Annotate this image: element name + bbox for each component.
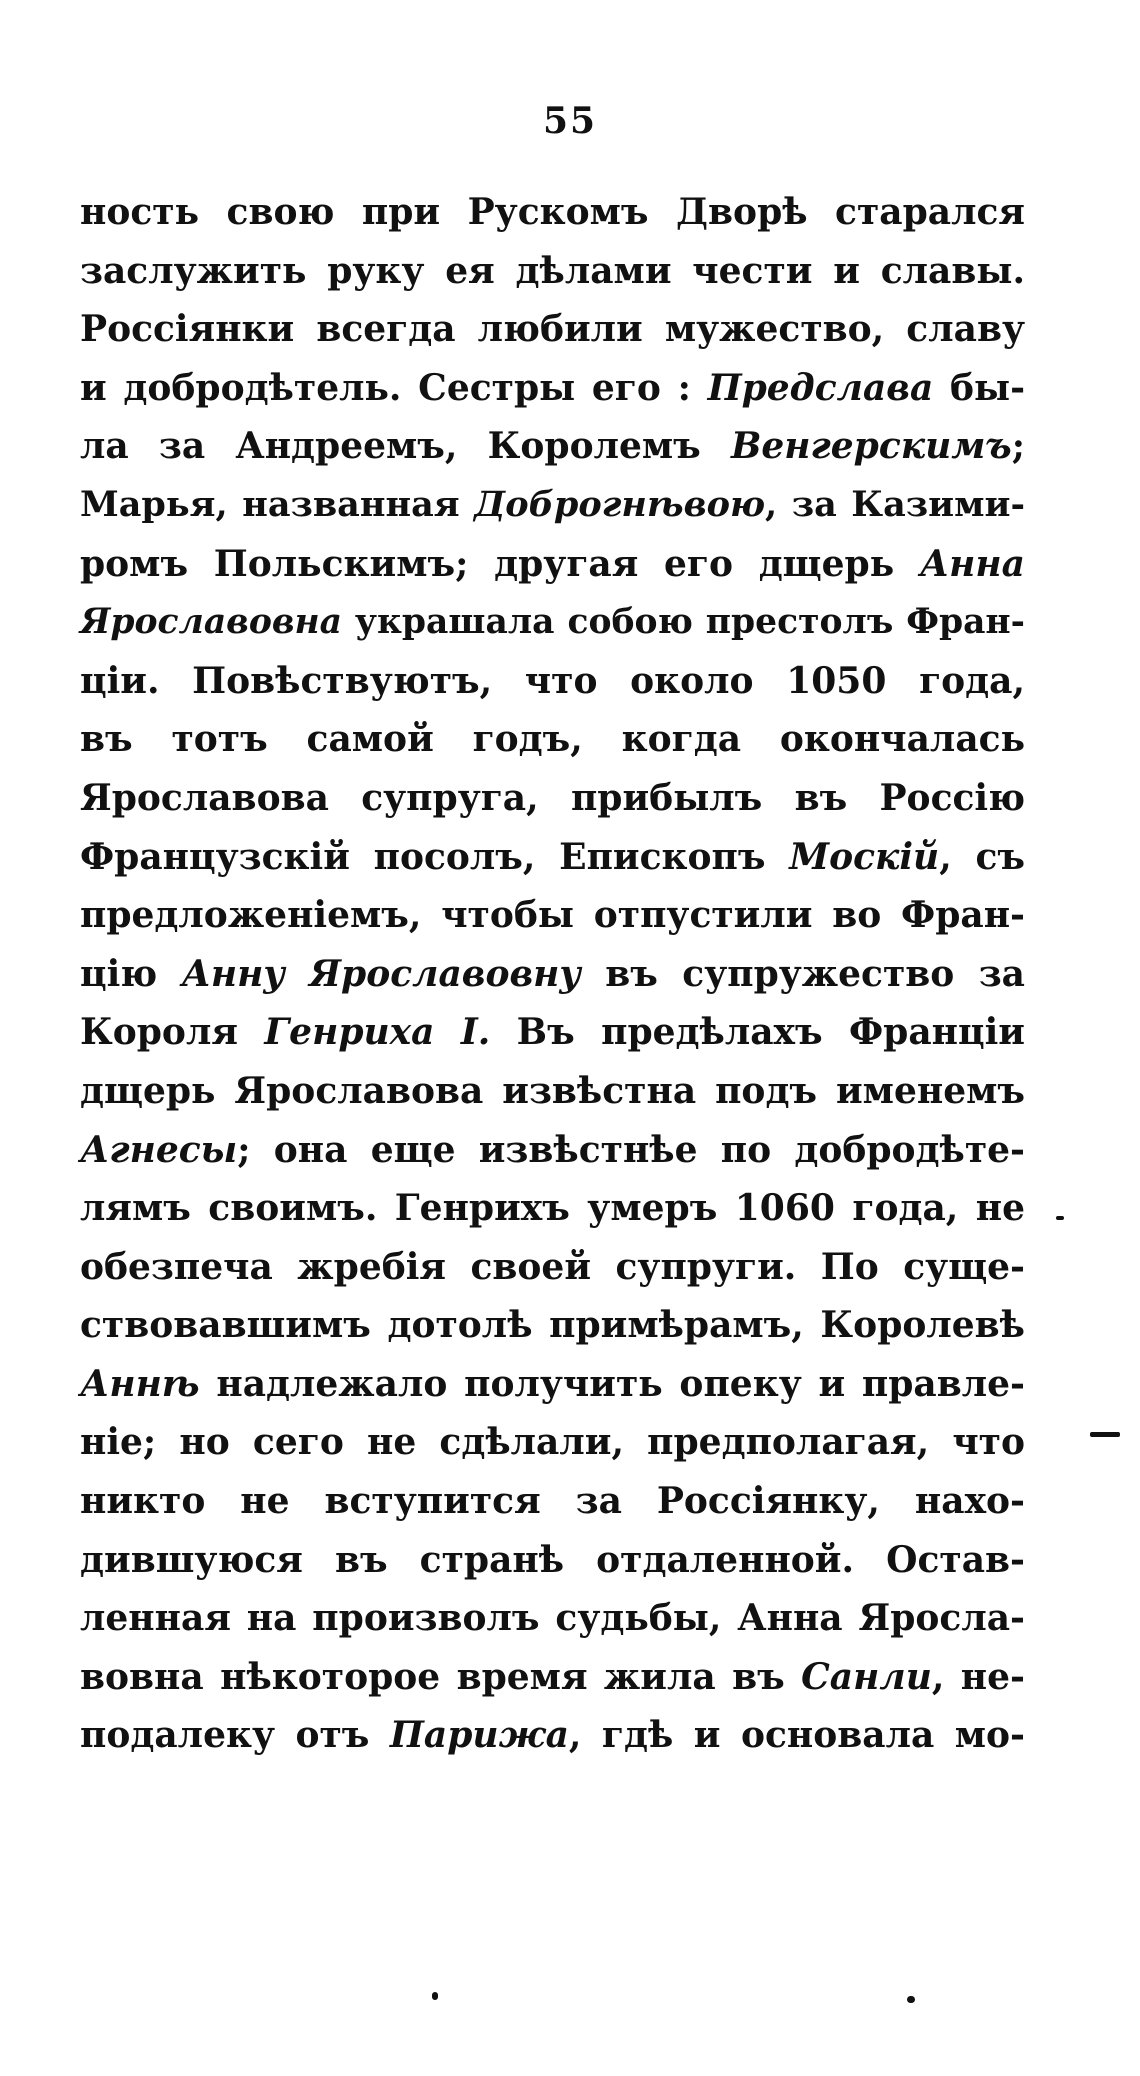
text-line <box>80 828 1025 887</box>
text-line <box>80 300 1025 359</box>
text-segment: заслужить руку ея дѣлами чести и славы. <box>80 249 1025 292</box>
print-speck <box>1090 1432 1120 1437</box>
text-line <box>80 710 1025 769</box>
text-line <box>80 1589 1025 1648</box>
text-segment: вовна нѣкоторое время жила въ <box>80 1655 802 1698</box>
text-segment: ла за Андреемъ, Королемъ <box>80 425 731 468</box>
print-speck <box>907 1996 915 2003</box>
text-line <box>80 242 1025 301</box>
italic-segment: Агнесы <box>80 1128 238 1171</box>
text-segment: надлежало получить опеку и правле- <box>199 1362 1025 1405</box>
text-segment: ность свою при Рускомъ Дворѣ старался <box>80 191 1025 233</box>
text-segment: дщерь Ярославова извѣстна подъ именемъ <box>80 1069 1025 1112</box>
text-segment: предложеніемъ, чтобы отпустили во Фран- <box>80 894 1025 937</box>
text-segment: Россіянки всегда любили мужество, славу <box>80 308 1025 351</box>
italic-segment: Ярославовна <box>80 602 343 643</box>
text-line <box>80 535 1025 594</box>
text-line <box>80 1531 1025 1590</box>
text-line <box>80 476 1025 535</box>
text-line <box>80 359 1025 418</box>
text-line <box>80 1121 1025 1180</box>
text-line <box>80 1003 1025 1062</box>
text-segment: Французскій посолъ, Епископъ <box>80 835 790 878</box>
text-line <box>80 652 1025 711</box>
text-segment: обезпеча жребія своей супруги. По суще- <box>80 1245 1025 1288</box>
italic-segment: Аннѣ <box>80 1362 200 1405</box>
text-segment: , за Казими- <box>765 483 1025 525</box>
text-line <box>80 769 1025 828</box>
text-segment: ; она еще извѣстнѣе по добродѣте- <box>237 1128 1025 1171</box>
text-segment: и добродѣтель. Сестры его : <box>80 366 708 409</box>
text-segment: Въ предѣлахъ Франціи <box>490 1011 1025 1054</box>
text-line <box>80 886 1025 945</box>
text-segment: подалеку отъ <box>80 1714 390 1757</box>
body-text <box>80 183 1025 1765</box>
italic-segment: Венгерскимъ <box>730 425 1012 468</box>
text-line <box>80 1238 1025 1297</box>
text-segment: бы- <box>933 366 1026 409</box>
italic-segment: Анну Ярославовну <box>181 952 581 995</box>
italic-segment: Генриха I. <box>264 1011 491 1054</box>
text-line <box>80 593 1025 652</box>
text-segment: въ тотъ самой годъ, когда окончалась <box>80 718 1025 761</box>
text-segment: ромъ Польскимъ; другая его дщерь <box>80 542 920 585</box>
text-segment: Марья, названная <box>80 483 475 525</box>
text-line <box>80 1062 1025 1121</box>
text-line <box>80 183 1025 242</box>
text-segment: ціи. Повѣствуютъ, что около 1050 года, <box>80 659 1025 702</box>
text-segment: , гдѣ и основала мо- <box>568 1714 1025 1757</box>
text-line <box>80 417 1025 476</box>
text-line <box>80 945 1025 1004</box>
page-number: 55 <box>542 100 598 142</box>
text-segment: лямъ своимъ. Генрихъ умеръ 1060 года, не <box>80 1187 1025 1230</box>
text-segment: никто не вступится за Россіянку, нахо- <box>80 1480 1025 1523</box>
text-segment: , съ <box>939 835 1025 878</box>
print-speck <box>432 1992 438 2000</box>
italic-segment: Парижа <box>389 1714 569 1757</box>
print-speck <box>1056 1216 1064 1220</box>
italic-segment: Санли <box>801 1655 932 1698</box>
text-segment: ; <box>1011 425 1025 468</box>
text-segment: въ супружество за <box>580 952 1025 995</box>
text-segment: , не- <box>931 1655 1025 1698</box>
text-line <box>80 1179 1025 1238</box>
italic-segment: Доброгнѣвою <box>474 483 766 525</box>
text-line <box>80 1706 1025 1765</box>
italic-segment: Предслава <box>707 366 934 409</box>
text-segment: ствовавшимъ дотолѣ примѣрамъ, Королевѣ <box>80 1304 1025 1347</box>
text-line <box>80 1472 1025 1531</box>
text-line <box>80 1296 1025 1355</box>
text-segment: дившуюся въ странѣ отдаленной. Остав- <box>80 1538 1025 1581</box>
text-line <box>80 1648 1025 1707</box>
text-line <box>80 1355 1025 1414</box>
text-segment: ленная на произволъ судьбы, Анна Яросла- <box>80 1597 1025 1640</box>
text-segment: украшала собою престолъ Фран- <box>342 602 1025 643</box>
text-segment: ніе; но сего не сдѣлали, предполагая, что <box>80 1421 1025 1464</box>
text-line <box>80 1413 1025 1472</box>
text-segment: Короля <box>80 1011 265 1054</box>
italic-segment: Анна <box>919 542 1025 585</box>
text-segment: Ярославова супруга, прибылъ въ Россію <box>80 776 1025 819</box>
italic-segment: Москій <box>789 835 940 878</box>
text-segment: цію <box>80 952 182 995</box>
